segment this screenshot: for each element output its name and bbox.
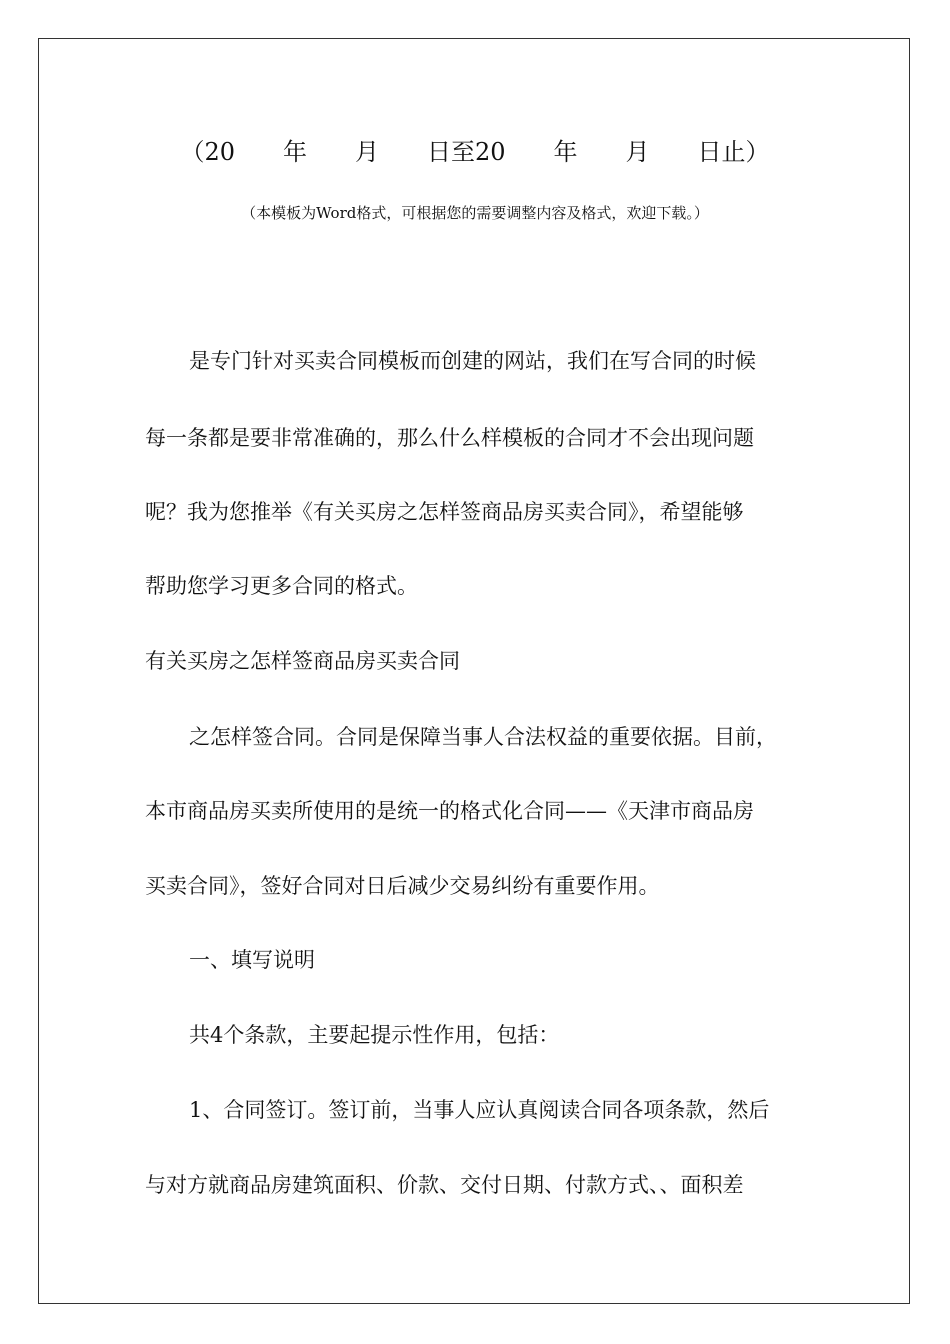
paragraph-line: 与对方就商品房建筑面积、价款、交付日期、付款方式、、面积差	[145, 1173, 744, 1197]
date-range-heading: （20 年 月 日至20 年 月 日止）	[180, 138, 770, 166]
paragraph-line: 1、合同签订。签订前，当事人应认真阅读合同各项条款，然后	[189, 1098, 770, 1122]
section-heading: 一、填写说明	[189, 948, 315, 972]
paragraph-line: 每一条都是要非常准确的，那么什么样模板的合同才不会出现问题	[145, 426, 754, 450]
template-note: （本模板为Word格式，可根据您的需要调整内容及格式，欢迎下载。）	[241, 204, 709, 222]
paragraph-line: 之怎样签合同。合同是保障当事人合法权益的重要依据。目前，	[189, 725, 777, 749]
paragraph-line: 本市商品房买卖所使用的是统一的格式化合同——《天津市商品房	[145, 799, 754, 823]
paragraph-line: 买卖合同》，签好合同对日后减少交易纠纷有重要作用。	[145, 874, 660, 898]
paragraph-line: 帮助您学习更多合同的格式。	[145, 574, 418, 598]
paragraph-line: 共4个条款，主要起提示性作用，包括：	[189, 1023, 560, 1047]
section-title: 有关买房之怎样签商品房买卖合同	[145, 649, 460, 673]
paragraph-line: 呢？我为您推举《有关买房之怎样签商品房买卖合同》，希望能够	[145, 500, 744, 524]
paragraph-line: 是专门针对买卖合同模板而创建的网站，我们在写合同的时候	[189, 349, 756, 373]
